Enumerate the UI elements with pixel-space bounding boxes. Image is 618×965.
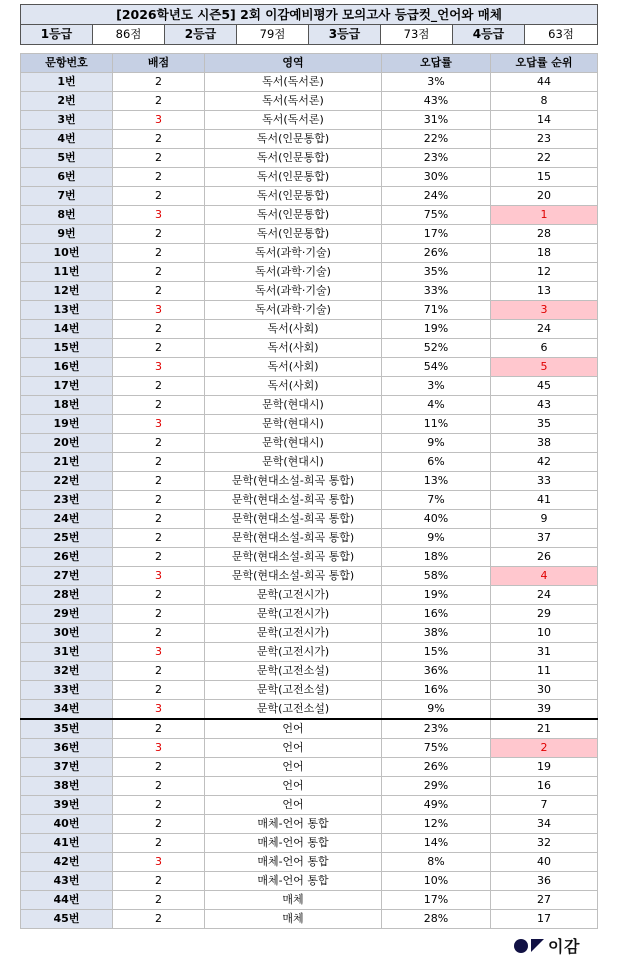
question-score: 2 [113,910,205,929]
error-rate: 9% [382,700,491,720]
question-score: 2 [113,73,205,92]
error-rate: 24% [382,187,491,206]
error-rate: 12% [382,815,491,834]
table-row [21,206,598,225]
error-rate: 7% [382,491,491,510]
error-rate: 9% [382,529,491,548]
error-rank: 2 [491,739,598,758]
error-rank: 41 [491,491,598,510]
error-rank: 20 [491,187,598,206]
question-area: 독서(인문통합) [205,206,382,225]
question-number: 31번 [21,643,113,662]
table-row [21,377,598,396]
table-row [21,643,598,662]
igam-logo-triangle-icon [531,939,544,952]
question-area: 언어 [205,739,382,758]
question-number: 19번 [21,415,113,434]
table-row [21,567,598,586]
table-row [21,624,598,643]
question-number: 34번 [21,700,113,720]
question-number: 15번 [21,339,113,358]
question-score: 2 [113,434,205,453]
question-score: 2 [113,396,205,415]
question-number: 20번 [21,434,113,453]
question-score: 2 [113,187,205,206]
question-area: 문학(현대시) [205,396,382,415]
question-number: 11번 [21,263,113,282]
table-row [21,358,598,377]
table-row [21,586,598,605]
grade-label: 4등급 [453,25,525,45]
table-row [21,472,598,491]
question-number: 27번 [21,567,113,586]
grade-score: 79점 [237,25,309,45]
error-rank: 12 [491,263,598,282]
table-row [21,73,598,92]
question-score: 2 [113,662,205,681]
question-area: 문학(현대소설-희곡 통합) [205,548,382,567]
table-row [21,301,598,320]
question-area: 언어 [205,758,382,777]
question-score: 2 [113,758,205,777]
question-score: 2 [113,510,205,529]
table-row [21,434,598,453]
grade-cut-header [20,4,598,45]
error-rate: 38% [382,624,491,643]
error-rate: 26% [382,758,491,777]
table-row [21,491,598,510]
error-rank: 11 [491,662,598,681]
table-row [21,282,598,301]
question-score: 2 [113,681,205,700]
question-number: 26번 [21,548,113,567]
table-row [21,453,598,472]
question-number: 13번 [21,301,113,320]
question-number: 38번 [21,777,113,796]
error-rate: 8% [382,853,491,872]
question-number: 14번 [21,320,113,339]
question-area: 독서(과학·기술) [205,244,382,263]
table-row [21,853,598,872]
error-rank: 43 [491,396,598,415]
question-score: 2 [113,339,205,358]
error-rate: 4% [382,396,491,415]
error-rate: 35% [382,263,491,282]
question-area: 독서(인문통합) [205,225,382,244]
error-rate: 22% [382,130,491,149]
table-row [21,777,598,796]
question-score: 3 [113,700,205,720]
brand-name: 이감 [548,937,580,956]
question-number: 29번 [21,605,113,624]
question-area: 문학(고전시가) [205,624,382,643]
error-rate: 58% [382,567,491,586]
question-score: 2 [113,872,205,891]
table-row [21,605,598,624]
error-rate: 3% [382,377,491,396]
question-number: 2번 [21,92,113,111]
question-score: 2 [113,92,205,111]
table-row [21,548,598,567]
question-number: 6번 [21,168,113,187]
question-score: 3 [113,358,205,377]
error-rate: 19% [382,320,491,339]
question-area: 매체-언어 통합 [205,815,382,834]
question-score: 2 [113,815,205,834]
error-rate: 31% [382,111,491,130]
question-number: 7번 [21,187,113,206]
error-rank: 15 [491,168,598,187]
question-score: 2 [113,719,205,739]
error-rate: 29% [382,777,491,796]
error-rank: 8 [491,92,598,111]
error-rank: 44 [491,73,598,92]
question-score: 3 [113,111,205,130]
question-number: 40번 [21,815,113,834]
table-row [21,415,598,434]
question-score: 2 [113,529,205,548]
error-rate: 9% [382,434,491,453]
column-header-score: 배점 [113,54,205,73]
error-rate: 71% [382,301,491,320]
error-rank: 19 [491,758,598,777]
question-number: 18번 [21,396,113,415]
question-area: 문학(현대소설-희곡 통합) [205,510,382,529]
question-score: 2 [113,320,205,339]
question-area: 독서(과학·기술) [205,282,382,301]
question-score: 2 [113,605,205,624]
error-rank: 30 [491,681,598,700]
question-score: 2 [113,149,205,168]
question-area: 독서(사회) [205,358,382,377]
error-rate: 75% [382,739,491,758]
question-number: 32번 [21,662,113,681]
error-rate: 18% [382,548,491,567]
question-area: 언어 [205,719,382,739]
question-number: 9번 [21,225,113,244]
question-number: 17번 [21,377,113,396]
page-title: [2026학년도 시즌5] 2회 이감예비평가 모의고사 등급컷_언어와 매체 [21,5,598,25]
question-area: 문학(고전소설) [205,700,382,720]
error-rank: 9 [491,510,598,529]
question-area: 언어 [205,777,382,796]
grade-score: 63점 [525,25,598,45]
column-header-error-rate: 오답률 [382,54,491,73]
table-row [21,396,598,415]
error-rank: 23 [491,130,598,149]
error-rank: 27 [491,891,598,910]
question-area: 매체-언어 통합 [205,834,382,853]
grade-score: 86점 [93,25,165,45]
question-score: 2 [113,796,205,815]
question-score: 3 [113,853,205,872]
question-score: 2 [113,263,205,282]
question-area: 매체 [205,891,382,910]
error-rank: 6 [491,339,598,358]
question-score: 2 [113,586,205,605]
table-row [21,815,598,834]
question-area: 독서(독서론) [205,73,382,92]
error-rank: 24 [491,320,598,339]
question-number: 42번 [21,853,113,872]
question-score: 3 [113,301,205,320]
error-rate: 36% [382,662,491,681]
error-rank: 22 [491,149,598,168]
error-rank: 16 [491,777,598,796]
table-row [21,739,598,758]
error-rate: 10% [382,872,491,891]
error-rank: 42 [491,453,598,472]
question-number: 22번 [21,472,113,491]
table-row [21,320,598,339]
question-score: 2 [113,453,205,472]
error-rate: 33% [382,282,491,301]
error-rank: 37 [491,529,598,548]
error-rank: 1 [491,206,598,225]
table-row [21,225,598,244]
column-header-number: 문항번호 [21,54,113,73]
question-area: 문학(고전소설) [205,681,382,700]
table-row [21,263,598,282]
error-rank: 5 [491,358,598,377]
table-row [21,244,598,263]
question-area: 매체 [205,910,382,929]
question-score: 2 [113,130,205,149]
question-area: 문학(고전시가) [205,643,382,662]
question-score: 2 [113,472,205,491]
table-row [21,662,598,681]
error-rank: 33 [491,472,598,491]
question-score: 2 [113,225,205,244]
question-score: 3 [113,567,205,586]
question-score: 3 [113,739,205,758]
question-area: 매체-언어 통합 [205,853,382,872]
error-rate: 3% [382,73,491,92]
question-area: 독서(독서론) [205,92,382,111]
question-number: 5번 [21,149,113,168]
table-row [21,719,598,739]
table-row [21,891,598,910]
question-area: 독서(인문통합) [205,187,382,206]
table-body [21,73,598,929]
question-score: 2 [113,244,205,263]
question-area: 문학(현대시) [205,453,382,472]
grade-label: 2등급 [165,25,237,45]
table-row [21,92,598,111]
error-rate: 26% [382,244,491,263]
grade-score: 73점 [381,25,453,45]
error-rank: 34 [491,815,598,834]
question-area: 독서(인문통합) [205,149,382,168]
question-number: 44번 [21,891,113,910]
table-row [21,796,598,815]
error-rank: 39 [491,700,598,720]
error-rank: 32 [491,834,598,853]
table-row [21,149,598,168]
table-row [21,510,598,529]
question-score: 2 [113,548,205,567]
question-score: 2 [113,491,205,510]
table-row [21,168,598,187]
error-rank: 13 [491,282,598,301]
question-score: 2 [113,168,205,187]
error-rate: 43% [382,92,491,111]
question-number: 16번 [21,358,113,377]
question-area: 문학(현대소설-희곡 통합) [205,529,382,548]
question-area: 독서(인문통합) [205,130,382,149]
error-rank: 3 [491,301,598,320]
error-rate: 30% [382,168,491,187]
error-rank: 38 [491,434,598,453]
table-row [21,529,598,548]
error-rank: 35 [491,415,598,434]
question-score: 2 [113,777,205,796]
error-rate: 14% [382,834,491,853]
question-area: 문학(고전소설) [205,662,382,681]
question-score: 3 [113,415,205,434]
question-number: 33번 [21,681,113,700]
question-number: 37번 [21,758,113,777]
error-rate: 13% [382,472,491,491]
error-rank: 29 [491,605,598,624]
question-score: 3 [113,643,205,662]
question-number: 21번 [21,453,113,472]
question-area: 문학(현대소설-희곡 통합) [205,491,382,510]
question-score: 2 [113,282,205,301]
table-row [21,700,598,720]
question-area: 문학(고전시가) [205,586,382,605]
question-number: 28번 [21,586,113,605]
error-rate: 49% [382,796,491,815]
error-rank: 45 [491,377,598,396]
question-area: 문학(현대시) [205,434,382,453]
question-score: 2 [113,834,205,853]
question-area: 문학(고전시가) [205,605,382,624]
question-score: 3 [113,206,205,225]
table-row [21,910,598,929]
table-row [21,130,598,149]
error-rate: 16% [382,681,491,700]
table-row [21,187,598,206]
error-rate: 15% [382,643,491,662]
table-row [21,834,598,853]
question-score: 2 [113,891,205,910]
error-rate: 28% [382,910,491,929]
grade-label: 1등급 [21,25,93,45]
error-rate: 6% [382,453,491,472]
question-area: 문학(현대소설-희곡 통합) [205,567,382,586]
question-number: 36번 [21,739,113,758]
question-area: 언어 [205,796,382,815]
question-number: 35번 [21,719,113,739]
error-rank: 10 [491,624,598,643]
error-rank: 28 [491,225,598,244]
question-score: 2 [113,377,205,396]
question-area: 독서(사회) [205,377,382,396]
question-number: 23번 [21,491,113,510]
error-rate: 40% [382,510,491,529]
question-area: 독서(과학·기술) [205,301,382,320]
question-number: 43번 [21,872,113,891]
question-number: 24번 [21,510,113,529]
error-rate: 17% [382,891,491,910]
error-rank: 18 [491,244,598,263]
question-number: 41번 [21,834,113,853]
error-rank: 31 [491,643,598,662]
error-rate: 52% [382,339,491,358]
question-area: 문학(현대시) [205,415,382,434]
question-score: 2 [113,624,205,643]
question-area: 독서(인문통합) [205,168,382,187]
grade-label: 3등급 [309,25,381,45]
error-rate: 23% [382,719,491,739]
error-rate: 23% [382,149,491,168]
question-area: 독서(사회) [205,320,382,339]
brand-logo [514,934,580,957]
table-row [21,681,598,700]
question-area: 매체-언어 통합 [205,872,382,891]
question-number: 10번 [21,244,113,263]
question-number: 3번 [21,111,113,130]
column-header-error-rank: 오답률 순위 [491,54,598,73]
question-number: 4번 [21,130,113,149]
question-number: 45번 [21,910,113,929]
question-number: 1번 [21,73,113,92]
question-area: 독서(사회) [205,339,382,358]
table-header-row [21,54,598,73]
error-rank: 40 [491,853,598,872]
error-rank: 4 [491,567,598,586]
table-row [21,872,598,891]
question-number: 12번 [21,282,113,301]
igam-logo-icon [514,939,528,953]
error-rank: 17 [491,910,598,929]
grade-cut-row [21,25,598,45]
question-number: 30번 [21,624,113,643]
question-number: 39번 [21,796,113,815]
question-area: 독서(독서론) [205,111,382,130]
question-area: 문학(현대소설-희곡 통합) [205,472,382,491]
question-area: 독서(과학·기술) [205,263,382,282]
error-rank: 7 [491,796,598,815]
error-rank: 26 [491,548,598,567]
error-rank: 14 [491,111,598,130]
error-rank: 21 [491,719,598,739]
question-number: 25번 [21,529,113,548]
table-row [21,111,598,130]
error-rank: 24 [491,586,598,605]
error-rate: 75% [382,206,491,225]
question-stats-table [20,53,598,929]
table-row [21,339,598,358]
error-rate: 19% [382,586,491,605]
column-header-area: 영역 [205,54,382,73]
error-rate: 16% [382,605,491,624]
table-row [21,758,598,777]
error-rate: 54% [382,358,491,377]
error-rank: 36 [491,872,598,891]
question-number: 8번 [21,206,113,225]
error-rate: 17% [382,225,491,244]
error-rate: 11% [382,415,491,434]
